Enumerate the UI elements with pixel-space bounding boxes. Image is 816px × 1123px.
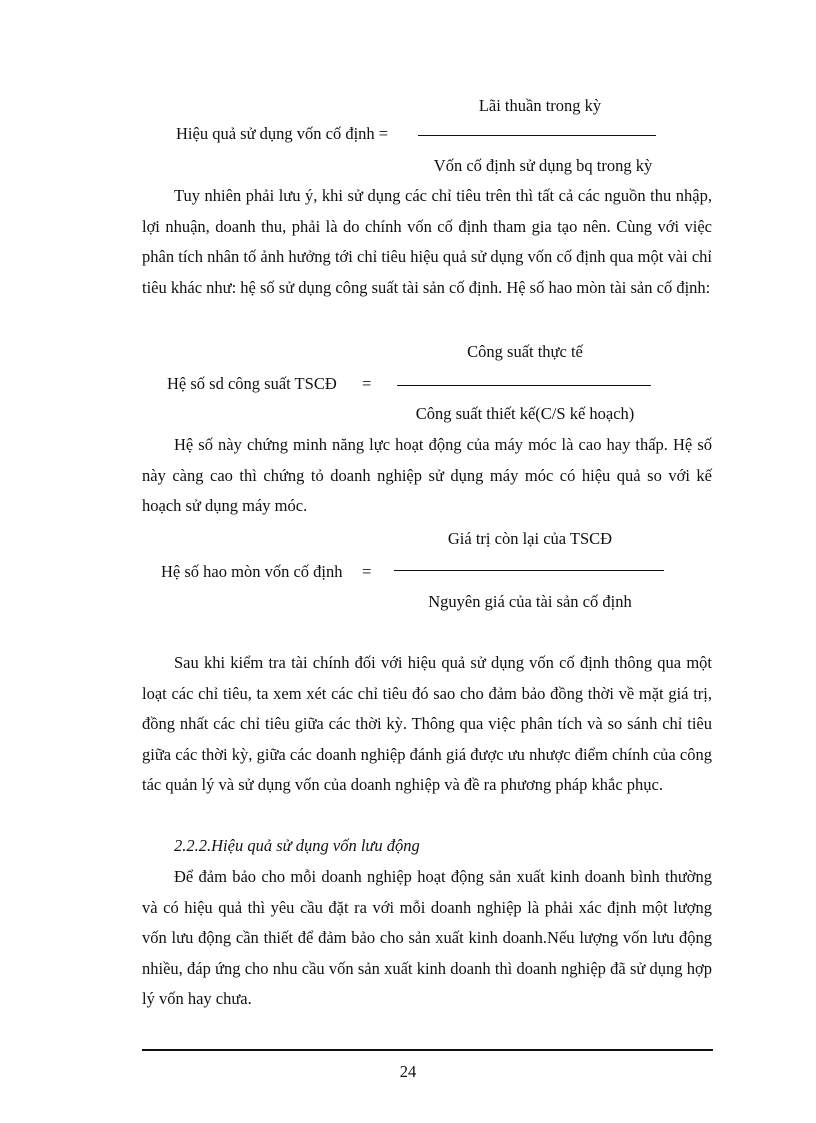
paragraph-note [142, 181, 712, 303]
formula-label: Hiệu quả sử dụng vốn cố định = [176, 124, 389, 143]
formula-equals: = [362, 374, 372, 393]
paragraph-working-capital-text: Để đảm bảo cho mỗi doanh nghiệp hoạt động sản xuất kinh doanh bình thường và có hiệu quả thì yêu cầu đặt ra với mỗi doanh nghiệp là phải xác định một lượng vốn lưu động cần thiết để đảm bảo cho sản xuất kinh doanh.Nếu lượng vốn lưu động nhiều, đáp ứng cho nhu cầu vốn sản xuất kinh doanh thì doanh nghiệp đã sử dụng hợp lý vốn hay chưa. [142, 867, 712, 1008]
fraction-bar [397, 385, 651, 386]
formula-capacity-utilization [0, 338, 816, 428]
formula-depreciation [0, 525, 816, 615]
formula-label: Hệ số sd công suất TSCĐ [167, 374, 337, 393]
page-number: 24 [399, 1062, 417, 1081]
formula-denominator: Vốn cố định sử dụng bq trong kỳ [433, 156, 653, 175]
paragraph-capacity [142, 430, 712, 522]
formula-numerator: Công suất thực tế [467, 342, 583, 361]
formula-label: Hệ số hao mòn vốn cố định [161, 562, 343, 581]
paragraph-capacity-text: Hệ số này chứng minh năng lực hoạt động của máy móc là cao hay thấp. Hệ số này càng cao thì chứng tỏ doanh nghiệp sử dụng máy móc có hiệu quả so với kế hoạch sử dụng máy móc. [142, 435, 712, 515]
paragraph-review [142, 648, 712, 801]
formula-numerator: Giá trị còn lại của TSCĐ [447, 529, 613, 548]
formula-denominator: Công suất thiết kế(C/S kế hoạch) [415, 404, 635, 423]
section-heading: 2.2.2.Hiệu quả sử dụng vốn lưu động [174, 836, 420, 855]
formula-numerator: Lãi thuần trong kỳ [478, 96, 602, 115]
formula-equals: = [362, 562, 372, 581]
footer-rule [142, 1049, 713, 1051]
formula-fixed-capital-efficiency [0, 92, 816, 182]
paragraph-working-capital [142, 862, 712, 1015]
formula-denominator: Nguyên giá của tài sản cố định [428, 592, 632, 611]
fraction-bar [394, 570, 664, 571]
fraction-bar [418, 135, 656, 136]
paragraph-review-text: Sau khi kiểm tra tài chính đối với hiệu quả sử dụng vốn cố định thông qua một loạt các chỉ tiêu, ta xem xét các chỉ tiêu đó sao cho đảm bảo đồng thời về mặt giá trị, đồng nhất các chỉ tiêu giữa các thời kỳ. Thông qua việc phân tích và so sánh chỉ tiêu giữa các thời kỳ, giữa các doanh nghiệp đánh giá được ưu nhược điểm chính của công tác quản lý và sử dụng vốn của doanh nghiệp và đề ra phương pháp khắc phục. [142, 653, 712, 794]
paragraph-note-text: Tuy nhiên phải lưu ý, khi sử dụng các chỉ tiêu trên thì tất cả các nguồn thu nhập, lợi nhuận, doanh thu, phải là do chính vốn cố định tham gia tạo nên. Cùng với việc phân tích nhân tố ảnh hưởng tới chỉ tiêu hiệu quả sử dụng vốn cố định qua một vài chỉ tiêu khác như: hệ số sử dụng công suất tài sản cố định. Hệ số hao mòn tài sản cố định: [142, 186, 712, 297]
